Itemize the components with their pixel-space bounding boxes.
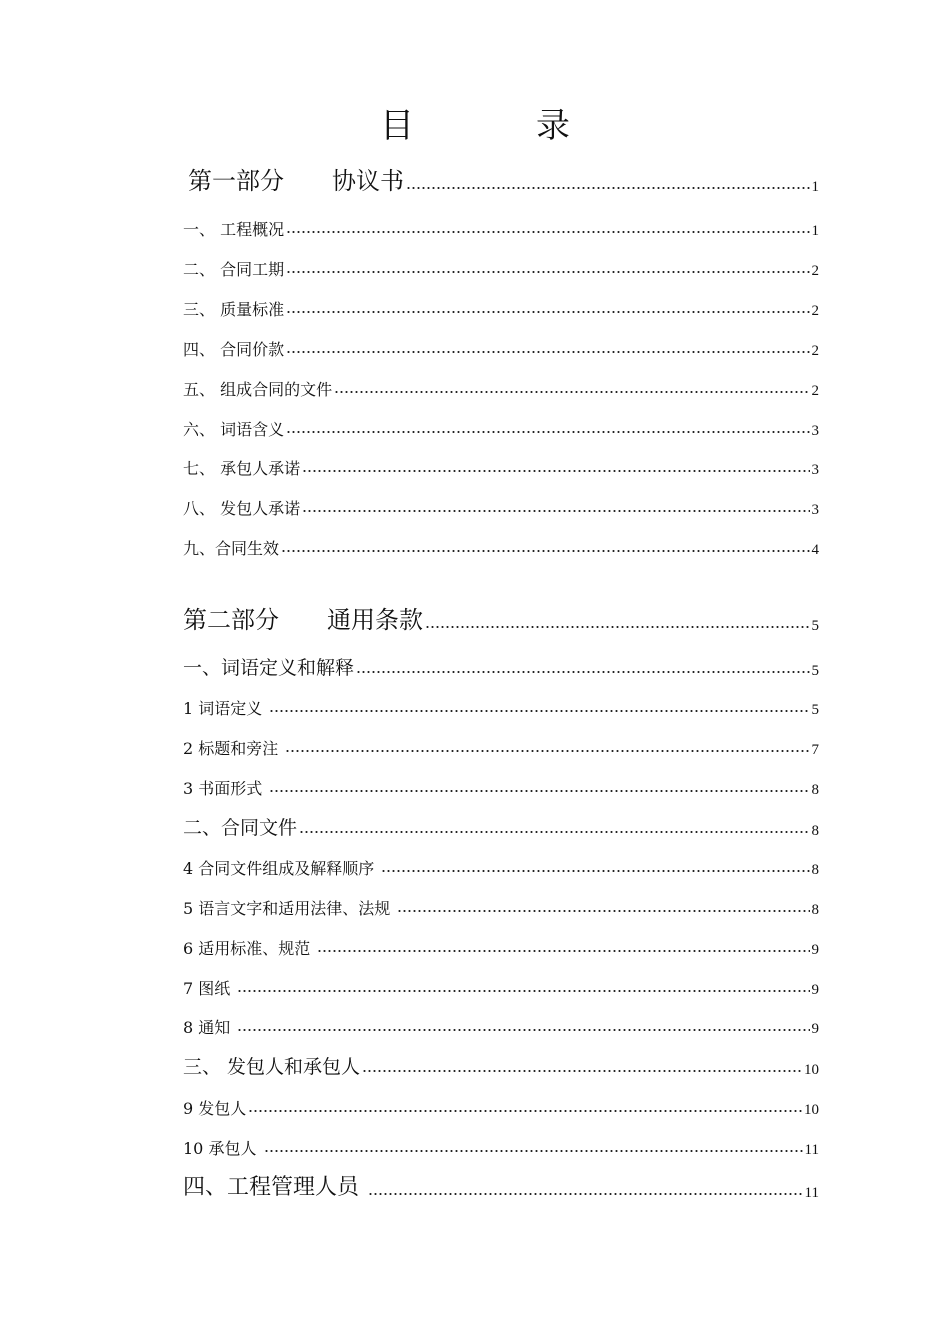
dot-leader [281, 546, 809, 556]
toc-entry-chapter[interactable] [183, 1174, 819, 1202]
dot-leader [334, 387, 809, 397]
toc-entry-label: 二、 合同工期 [183, 260, 285, 279]
toc-page-number: 9 [811, 942, 819, 958]
dot-leader [299, 827, 809, 837]
toc-entry-part-2[interactable] [183, 605, 819, 635]
toc-entry-label: 五、 组成合同的文件 [183, 380, 333, 399]
toc-entry-label: 七、 承包人承诺 [183, 459, 301, 478]
toc-entry-part-1[interactable] [188, 166, 819, 196]
toc-page-number: 2 [811, 263, 819, 279]
toc-entry-label: 3 书面形式 [183, 779, 268, 798]
toc-page-number: 8 [811, 823, 819, 839]
dot-leader [269, 786, 809, 796]
toc-entry[interactable] [183, 340, 819, 360]
dot-leader [397, 906, 809, 916]
toc-entry-label: 1 词语定义 [183, 699, 268, 718]
toc-entry-label: 7 图纸 [183, 979, 236, 998]
toc-entry-label: 2 标题和旁注 [183, 739, 284, 758]
dot-leader [264, 1146, 803, 1156]
toc-entry[interactable] [183, 939, 819, 959]
toc-page-number: 8 [811, 902, 819, 918]
toc-entry-label: 八、 发包人承诺 [183, 499, 301, 518]
toc-page-number: 1 [811, 223, 819, 239]
toc-entry[interactable] [183, 499, 819, 519]
toc-entry-label: 8 通知 [183, 1018, 236, 1037]
toc-page-number: 2 [811, 303, 819, 319]
dot-leader [286, 307, 809, 317]
toc-entry[interactable] [183, 260, 819, 280]
toc-entry[interactable] [183, 220, 819, 240]
toc-page-number: 4 [811, 542, 819, 558]
dot-leader [286, 267, 809, 277]
toc-entry-label: 5 语言文字和适用法律、法规 [183, 899, 396, 918]
toc-entry[interactable] [183, 699, 819, 719]
dot-leader [285, 746, 809, 756]
dot-leader [425, 622, 810, 632]
toc-entry-label: 六、 词语含义 [183, 420, 285, 439]
toc-entry-label: 三、 质量标准 [183, 300, 285, 319]
toc-entry-chapter[interactable] [183, 816, 819, 840]
toc-page-number: 8 [811, 862, 819, 878]
toc-page-number: 3 [811, 502, 819, 518]
toc-page-number: 5 [811, 618, 819, 634]
toc-entry-label: 三、 发包人和承包人 [183, 1056, 361, 1078]
dot-leader [302, 506, 809, 516]
toc-title: 目 录 [380, 106, 614, 146]
toc-entry[interactable] [183, 779, 819, 799]
toc-page-number: 11 [804, 1142, 819, 1158]
toc-page-number: 3 [811, 462, 819, 478]
dot-leader [237, 986, 809, 996]
toc-entry-label: 一、 工程概况 [183, 220, 285, 239]
toc-page-number: 5 [811, 663, 819, 679]
toc-page-number: 10 [804, 1102, 819, 1118]
toc-entry-label: 9 发包人 [183, 1099, 247, 1118]
dot-leader [302, 466, 809, 476]
toc-entry[interactable] [183, 1099, 819, 1119]
toc-entry[interactable] [183, 300, 819, 320]
toc-entry-chapter[interactable] [183, 656, 819, 680]
toc-entry-label: 一、词语定义和解释 [183, 657, 355, 679]
dot-leader [406, 183, 810, 193]
toc-entry[interactable] [183, 1018, 819, 1038]
toc-entry[interactable] [183, 979, 819, 999]
toc-entry[interactable] [183, 380, 819, 400]
toc-entry[interactable] [183, 539, 819, 559]
toc-page-number: 9 [811, 982, 819, 998]
toc-entry-label: 4 合同文件组成及解释顺序 [183, 859, 380, 878]
toc-entry-label: 6 适用标准、规范 [183, 939, 316, 958]
dot-leader [237, 1025, 809, 1035]
toc-entry-label: 四、 合同价款 [183, 340, 285, 359]
toc-entry[interactable] [183, 459, 819, 479]
toc-entry-label: 第二部分 通用条款 [183, 606, 423, 634]
toc-page-number: 2 [811, 383, 819, 399]
toc-entry[interactable] [183, 1139, 819, 1159]
toc-page-number: 9 [811, 1021, 819, 1037]
toc-entry-label: 10 承包人 [183, 1139, 262, 1158]
toc-entry-label: 二、合同文件 [183, 817, 298, 839]
dot-leader [368, 1189, 803, 1199]
toc-page-number: 2 [811, 343, 819, 359]
dot-leader [269, 706, 809, 716]
toc-entry[interactable] [183, 420, 819, 440]
toc-page-number: 3 [811, 423, 819, 439]
dot-leader [248, 1106, 802, 1116]
dot-leader [286, 227, 809, 237]
toc-entry-label: 四、工程管理人员 [183, 1175, 366, 1200]
dot-leader [362, 1066, 802, 1076]
dot-leader [317, 946, 809, 956]
dot-leader [286, 347, 809, 357]
toc-page-number: 5 [811, 702, 819, 718]
toc-page-number: 11 [804, 1185, 819, 1201]
toc-page-number: 10 [804, 1062, 819, 1078]
toc-entry-chapter[interactable] [183, 1055, 819, 1079]
toc-page-number: 8 [811, 782, 819, 798]
dot-leader [356, 667, 809, 677]
toc-page-number: 1 [811, 179, 819, 195]
dot-leader [381, 866, 809, 876]
toc-entry-label: 第一部分 协议书 [188, 167, 404, 195]
toc-entry[interactable] [183, 739, 819, 759]
toc-entry[interactable] [183, 899, 819, 919]
toc-entry[interactable] [183, 859, 819, 879]
dot-leader [286, 427, 809, 437]
toc-page-number: 7 [811, 742, 819, 758]
toc-entry-label: 九、合同生效 [183, 539, 280, 558]
